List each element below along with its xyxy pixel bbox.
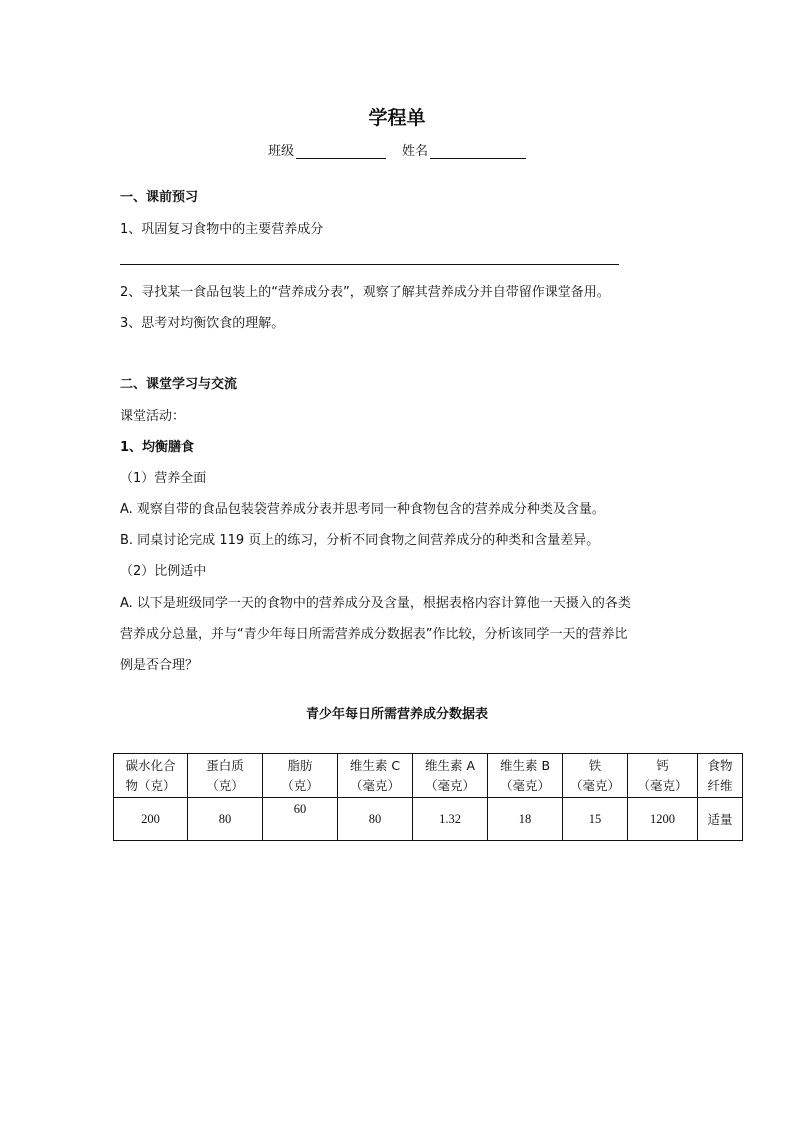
section1-item-3: 3、思考对均衡饮食的理解。 bbox=[120, 316, 285, 331]
part2-a-line-1: A. 以下是班级同学一天的食物中的营养成分及含量，根据表格内容计算他一天摄入的各类 bbox=[120, 596, 631, 611]
header-fat: 脂肪 （克） bbox=[263, 754, 338, 798]
header-calcium: 钙 （毫克） bbox=[628, 754, 698, 798]
value-fat: 60 bbox=[263, 798, 338, 841]
table-header-row bbox=[114, 754, 743, 798]
header-carbs: 碳水化合 物（克） bbox=[114, 754, 188, 798]
part2-label: （2）比例适中 bbox=[120, 564, 207, 579]
value-iron: 15 bbox=[563, 798, 628, 841]
header-fiber: 食物 纤维 bbox=[698, 754, 743, 798]
class-field[interactable] bbox=[268, 140, 386, 159]
section1-heading: 一、课前预习 bbox=[120, 190, 199, 205]
header-protein: 蛋白质 （克） bbox=[188, 754, 263, 798]
value-vitamin-a: 1.32 bbox=[413, 798, 488, 841]
header-vitamin-a: 维生素 A （毫克） bbox=[413, 754, 488, 798]
value-carbs: 200 bbox=[114, 798, 188, 841]
header-vitamin-c: 维生素 C （毫克） bbox=[338, 754, 413, 798]
part1-b: B. 同桌讨论完成 119 页上的练习，分析不同食物之间营养成分的种类和含量差异。 bbox=[120, 533, 600, 548]
part1-a: A. 观察自带的食品包装袋营养成分表并思考同一种食物包含的营养成分种类及含量。 bbox=[120, 502, 605, 517]
header-vitamin-b: 维生素 B （毫克） bbox=[488, 754, 563, 798]
part1-label: （1）营养全面 bbox=[120, 471, 207, 486]
activity-label: 课堂活动： bbox=[120, 409, 186, 424]
table-title: 青少年每日所需营养成分数据表 bbox=[305, 707, 488, 722]
header-iron: 铁 （毫克） bbox=[563, 754, 628, 798]
value-fiber: 适量 bbox=[698, 798, 743, 841]
section1-item-2: 2、寻找某一食品包装上的“营养成分表”，观察了解其营养成分并自带留作课堂备用。 bbox=[120, 285, 610, 300]
sub-heading: 1、均衡膳食 bbox=[120, 440, 195, 455]
value-calcium: 1200 bbox=[628, 798, 698, 841]
section2-heading: 二、课堂学习与交流 bbox=[120, 377, 238, 392]
name-blank[interactable] bbox=[430, 144, 526, 159]
class-blank[interactable] bbox=[296, 144, 386, 159]
document-title: 学程单 bbox=[368, 107, 426, 129]
name-label: 姓名 bbox=[402, 144, 429, 159]
value-protein: 80 bbox=[188, 798, 263, 841]
class-label: 班级 bbox=[268, 144, 295, 159]
part2-a-line-2: 营养成分总量，并与“青少年每日所需营养成分数据表”作比较，分析该同学一天的营养比 bbox=[120, 627, 628, 642]
nutrition-table bbox=[113, 753, 743, 841]
name-field[interactable] bbox=[402, 140, 526, 159]
value-vitamin-c: 80 bbox=[338, 798, 413, 841]
answer-line[interactable] bbox=[120, 264, 619, 265]
table-row bbox=[114, 798, 743, 841]
part2-a-line-3: 例是否合理？ bbox=[120, 658, 199, 673]
section1-item-1: 1、巩固复习食物中的主要营养成分 bbox=[120, 222, 324, 237]
value-vitamin-b: 18 bbox=[488, 798, 563, 841]
